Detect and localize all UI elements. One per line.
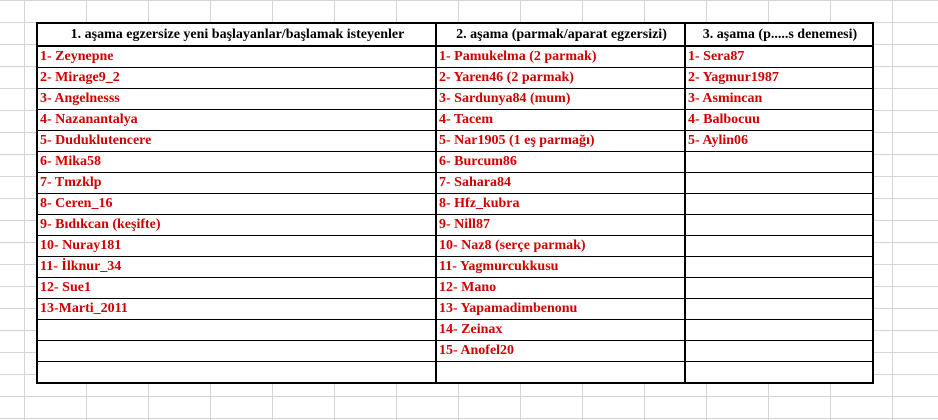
table-row [37, 131, 873, 152]
cell-stage-2[interactable]: 13- Yapamadimbenonu [436, 299, 685, 320]
cell-stage-1[interactable]: 12- Sue1 [37, 278, 436, 299]
cell-stage-1[interactable]: 4- Nazanantalya [37, 110, 436, 131]
cell-stage-1[interactable] [37, 341, 436, 362]
cell-stage-3[interactable] [685, 278, 873, 299]
cell-stage-3[interactable]: 5- Aylin06 [685, 131, 873, 152]
cell-stage-2[interactable]: 14- Zeinax [436, 320, 685, 341]
table-row [37, 320, 873, 341]
cell-stage-3[interactable]: 3- Asmincan [685, 89, 873, 110]
cell-stage-1[interactable]: 10- Nuray181 [37, 236, 436, 257]
table-row [37, 173, 873, 194]
cell-stage-1[interactable]: 3- Angelnesss [37, 89, 436, 110]
table-row [37, 215, 873, 236]
table-row [37, 362, 873, 384]
cell-stage-2[interactable]: 12- Mano [436, 278, 685, 299]
cell-stage-3[interactable] [685, 215, 873, 236]
cell-stage-1[interactable]: 5- Duduklutencere [37, 131, 436, 152]
cell-stage-2[interactable]: 8- Hfz_kubra [436, 194, 685, 215]
table-row [37, 110, 873, 131]
table-row [37, 152, 873, 173]
cell-stage-3[interactable] [685, 299, 873, 320]
cell-stage-2[interactable]: 7- Sahara84 [436, 173, 685, 194]
header-cell-stage-1[interactable]: 1. aşama egzersize yeni başlayanlar/başlamak isteyenler [37, 23, 436, 46]
cell-stage-2[interactable]: 9- Nill87 [436, 215, 685, 236]
cell-stage-3[interactable]: 4- Balbocuu [685, 110, 873, 131]
cell-stage-3[interactable] [685, 341, 873, 362]
cell-stage-3[interactable]: 2- Yagmur1987 [685, 68, 873, 89]
cell-stage-3[interactable] [685, 257, 873, 278]
cell-stage-1[interactable]: 7- Tmzklp [37, 173, 436, 194]
table-row [37, 257, 873, 278]
table-row [37, 236, 873, 257]
cell-stage-2[interactable]: 15- Anofel20 [436, 341, 685, 362]
cell-stage-1[interactable]: 13-Marti_2011 [37, 299, 436, 320]
cell-stage-3[interactable] [685, 194, 873, 215]
cell-stage-1[interactable]: 6- Mika58 [37, 152, 436, 173]
cell-stage-2[interactable]: 5- Nar1905 (1 eş parmağı) [436, 131, 685, 152]
table-row [37, 194, 873, 215]
header-row [37, 23, 873, 46]
table-row [37, 46, 873, 68]
cell-stage-3[interactable] [685, 173, 873, 194]
cell-stage-2[interactable]: 2- Yaren46 (2 parmak) [436, 68, 685, 89]
table-row [37, 68, 873, 89]
cell-stage-2[interactable]: 6- Burcum86 [436, 152, 685, 173]
table-row [37, 341, 873, 362]
cell-stage-3[interactable] [685, 152, 873, 173]
cell-stage-3[interactable] [685, 362, 873, 384]
table-row [37, 299, 873, 320]
cell-stage-2[interactable]: 11- Yagmurcukkusu [436, 257, 685, 278]
spreadsheet-table [36, 22, 874, 384]
cell-stage-1[interactable]: 11- İlknur_34 [37, 257, 436, 278]
cell-stage-3[interactable] [685, 236, 873, 257]
cell-stage-1[interactable]: 2- Mirage9_2 [37, 68, 436, 89]
header-cell-stage-3[interactable]: 3. aşama (p.....s denemesi) [685, 23, 873, 46]
cell-stage-2[interactable]: 1- Pamukelma (2 parmak) [436, 46, 685, 68]
cell-stage-1[interactable]: 8- Ceren_16 [37, 194, 436, 215]
header-cell-stage-2[interactable]: 2. aşama (parmak/aparat egzersizi) [436, 23, 685, 46]
cell-stage-2[interactable]: 4- Tacem [436, 110, 685, 131]
table-row [37, 89, 873, 110]
cell-stage-1[interactable]: 9- Bıdıkcan (keşifte) [37, 215, 436, 236]
cell-stage-3[interactable]: 1- Sera87 [685, 46, 873, 68]
table-row [37, 278, 873, 299]
cell-stage-1[interactable] [37, 320, 436, 341]
cell-stage-2[interactable]: 10- Naz8 (serçe parmak) [436, 236, 685, 257]
cell-stage-1[interactable]: 1- Zeynepne [37, 46, 436, 68]
cell-stage-2[interactable] [436, 362, 685, 384]
cell-stage-1[interactable] [37, 362, 436, 384]
cell-stage-2[interactable]: 3- Sardunya84 (mum) [436, 89, 685, 110]
cell-stage-3[interactable] [685, 320, 873, 341]
